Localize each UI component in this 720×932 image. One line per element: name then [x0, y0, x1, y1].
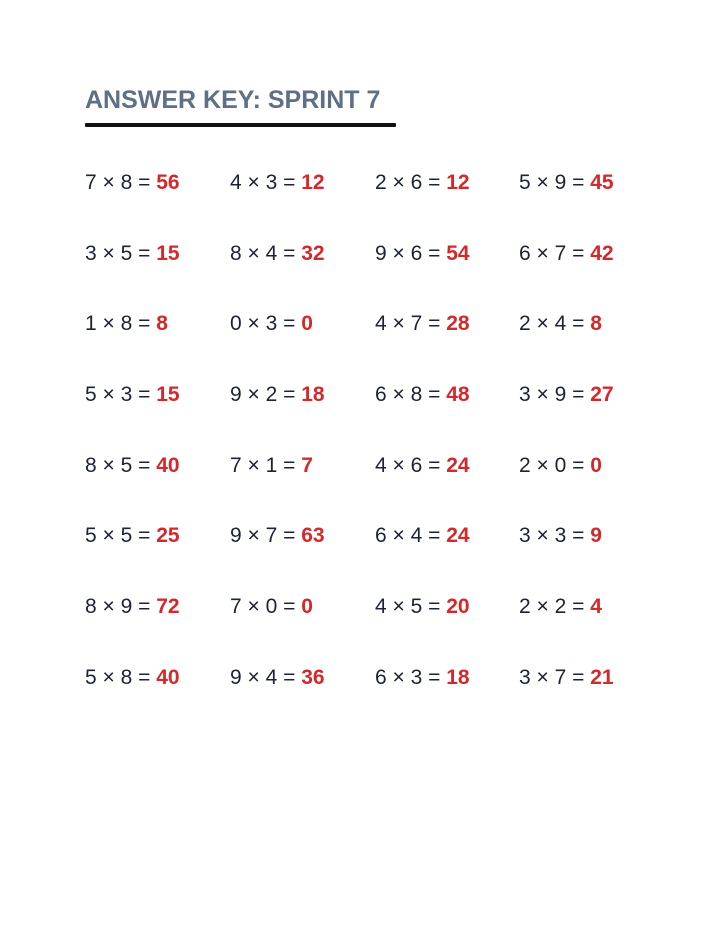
- answer-item: [375, 160, 470, 206]
- problem-text: 2 × 2 =: [519, 595, 591, 619]
- problem-text: 8 × 9 =: [85, 595, 157, 619]
- answer-value: 9: [590, 524, 602, 548]
- answer-value: 72: [156, 595, 180, 619]
- answer-value: 0: [301, 595, 313, 619]
- answer-value: 24: [446, 524, 470, 548]
- problem-text: 3 × 9 =: [519, 383, 591, 407]
- answer-value: 42: [590, 241, 614, 265]
- answer-item: [85, 160, 180, 206]
- answer-value: 21: [590, 665, 614, 689]
- problem-text: 9 × 2 =: [230, 383, 302, 407]
- answer-value: 24: [446, 453, 470, 477]
- problem-text: 7 × 1 =: [230, 453, 302, 477]
- problem-text: 3 × 7 =: [519, 665, 591, 689]
- problem-text: 2 × 6 =: [375, 171, 447, 194]
- answer-value: 48: [446, 383, 470, 407]
- problem-text: 6 × 4 =: [375, 524, 447, 548]
- answer-item: [519, 160, 614, 206]
- answer-value: 0: [301, 312, 313, 336]
- answer-item: [519, 301, 602, 347]
- answer-item: [375, 584, 470, 630]
- answer-value: 7: [301, 453, 313, 477]
- answer-item: [85, 584, 180, 630]
- answer-item: [230, 301, 313, 347]
- problem-text: 6 × 3 =: [375, 665, 447, 689]
- answer-item: [375, 301, 470, 347]
- answer-value: 12: [446, 171, 470, 194]
- answer-item: [519, 443, 602, 489]
- answer-value: 15: [156, 241, 180, 265]
- answer-item: [519, 231, 614, 277]
- answer-value: 12: [301, 171, 325, 194]
- answer-value: 45: [590, 171, 614, 194]
- answer-item: [230, 655, 325, 701]
- problem-text: 4 × 7 =: [375, 312, 447, 336]
- problem-text: 6 × 8 =: [375, 383, 447, 407]
- problem-text: 4 × 6 =: [375, 453, 447, 477]
- answer-row: [85, 513, 685, 584]
- answer-value: 54: [446, 241, 470, 265]
- answer-value: 18: [446, 665, 470, 689]
- problem-text: 2 × 0 =: [519, 453, 591, 477]
- answer-value: 15: [156, 383, 180, 407]
- answer-item: [519, 513, 602, 559]
- answer-grid: [85, 160, 685, 726]
- answer-value: 56: [156, 171, 180, 194]
- answer-item: [85, 443, 180, 489]
- answer-value: 36: [301, 665, 325, 689]
- problem-text: 9 × 7 =: [230, 524, 302, 548]
- problem-text: 7 × 0 =: [230, 595, 302, 619]
- answer-item: [230, 372, 325, 418]
- answer-value: 18: [301, 383, 325, 407]
- answer-value: 8: [156, 312, 168, 336]
- answer-row: [85, 443, 685, 514]
- answer-item: [375, 443, 470, 489]
- problem-text: 9 × 4 =: [230, 665, 302, 689]
- answer-value: 40: [156, 665, 180, 689]
- answer-item: [375, 231, 470, 277]
- answer-value: 25: [156, 524, 180, 548]
- answer-item: [230, 231, 325, 277]
- answer-item: [85, 372, 180, 418]
- answer-value: 4: [590, 595, 602, 619]
- answer-item: [230, 443, 313, 489]
- problem-text: 4 × 3 =: [230, 171, 302, 194]
- answer-item: [85, 513, 180, 559]
- answer-row: [85, 160, 685, 231]
- answer-item: [519, 584, 602, 630]
- answer-item: [85, 301, 168, 347]
- problem-text: 5 × 9 =: [519, 171, 591, 194]
- problem-text: 2 × 4 =: [519, 312, 591, 336]
- answer-value: 0: [590, 453, 602, 477]
- answer-value: 20: [446, 595, 470, 619]
- problem-text: 1 × 8 =: [85, 312, 157, 336]
- answer-value: 32: [301, 241, 325, 265]
- answer-item: [519, 655, 614, 701]
- answer-item: [230, 584, 313, 630]
- problem-text: 5 × 3 =: [85, 383, 157, 407]
- problem-text: 8 × 5 =: [85, 453, 157, 477]
- answer-item: [375, 513, 470, 559]
- answer-row: [85, 584, 685, 655]
- problem-text: 3 × 5 =: [85, 241, 157, 265]
- answer-row: [85, 655, 685, 726]
- answer-row: [85, 231, 685, 302]
- page-title: ANSWER KEY: SPRINT 7: [85, 86, 381, 114]
- problem-text: 8 × 4 =: [230, 241, 302, 265]
- answer-item: [230, 160, 325, 206]
- answer-value: 8: [590, 312, 602, 336]
- problem-text: 0 × 3 =: [230, 312, 302, 336]
- answer-value: 40: [156, 453, 180, 477]
- problem-text: 7 × 8 =: [85, 171, 157, 194]
- answer-value: 27: [590, 383, 614, 407]
- title-underline: [85, 123, 396, 127]
- answer-item: [519, 372, 614, 418]
- answer-item: [230, 513, 325, 559]
- problem-text: 9 × 6 =: [375, 241, 447, 265]
- answer-item: [375, 655, 470, 701]
- answer-row: [85, 372, 685, 443]
- problem-text: 3 × 3 =: [519, 524, 591, 548]
- answer-value: 63: [301, 524, 325, 548]
- problem-text: 4 × 5 =: [375, 595, 447, 619]
- answer-item: [85, 655, 180, 701]
- problem-text: 6 × 7 =: [519, 241, 591, 265]
- answer-row: [85, 301, 685, 372]
- answer-item: [375, 372, 470, 418]
- problem-text: 5 × 8 =: [85, 665, 157, 689]
- answer-value: 28: [446, 312, 470, 336]
- problem-text: 5 × 5 =: [85, 524, 157, 548]
- answer-item: [85, 231, 180, 277]
